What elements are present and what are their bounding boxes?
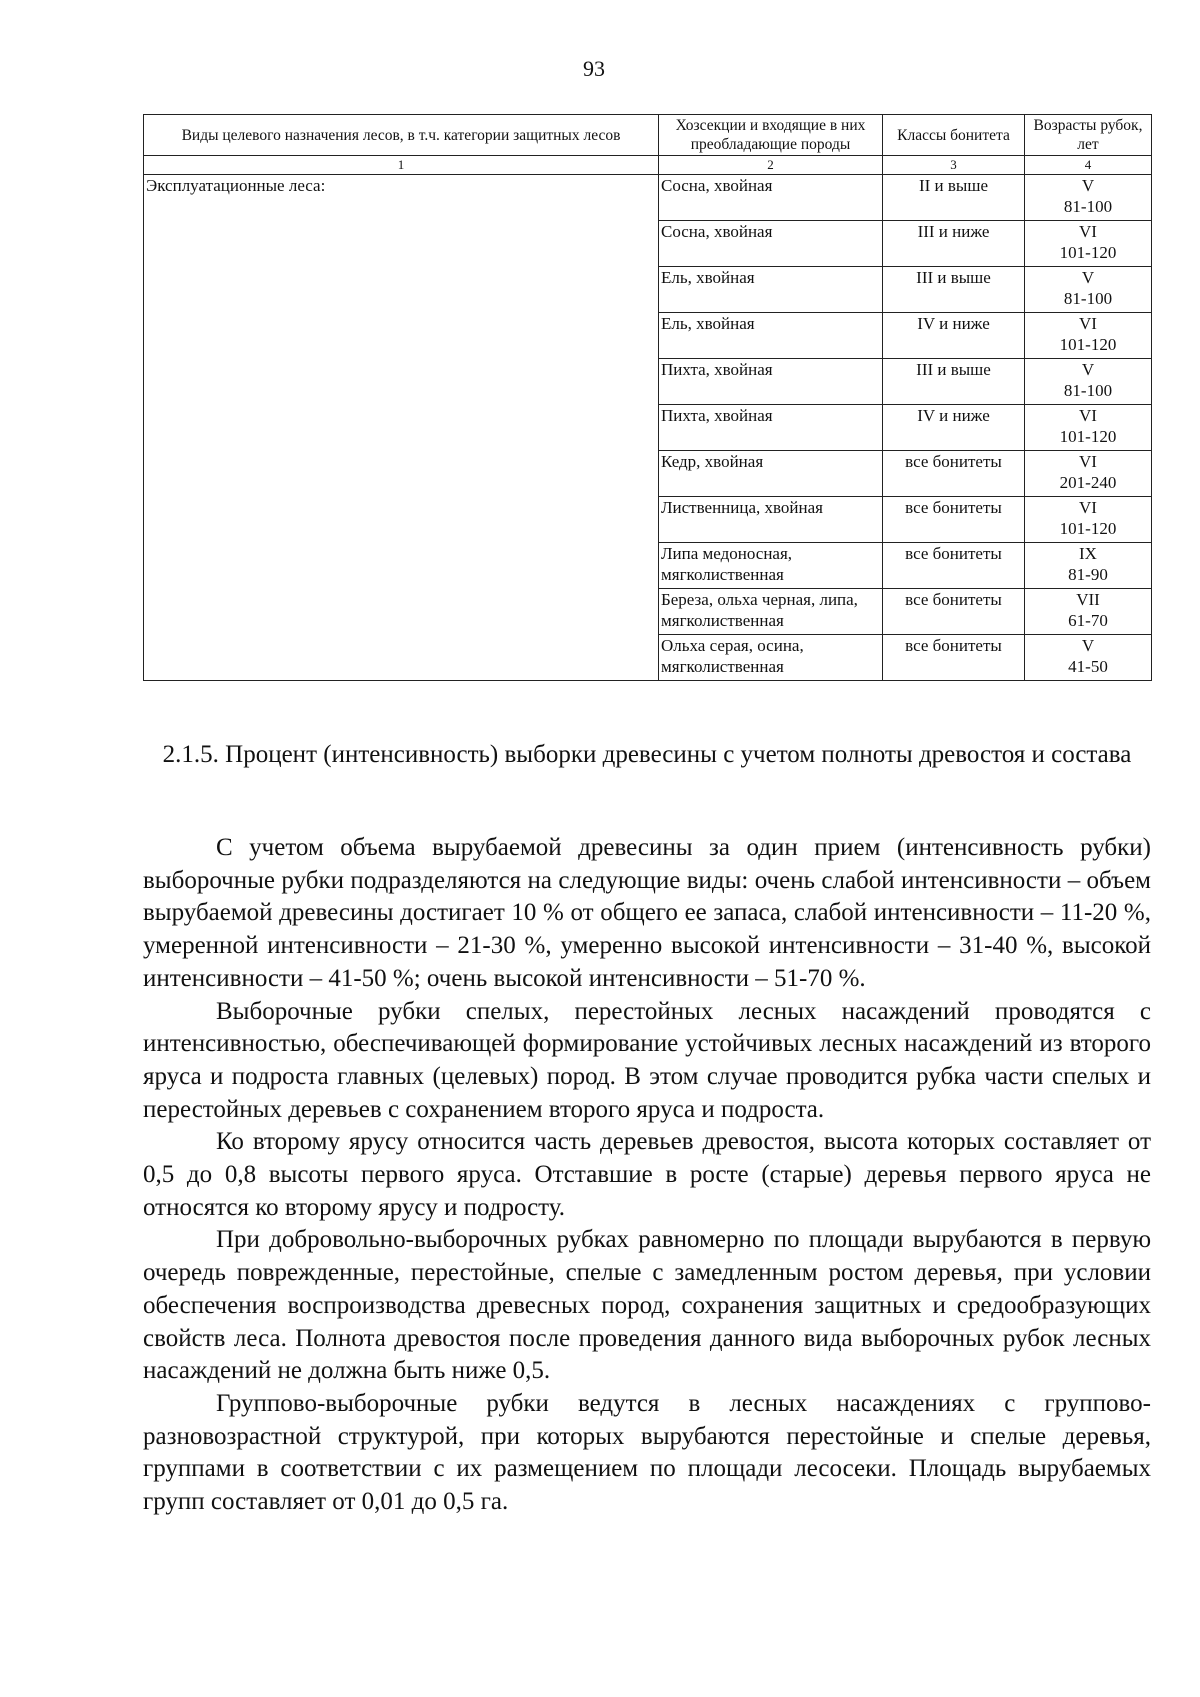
species-cell: Ольха серая, осина, мягколиственная <box>659 635 883 681</box>
bonitet-cell: II и выше <box>883 175 1025 221</box>
age-cell <box>1025 543 1152 589</box>
age-class: V <box>1081 636 1095 655</box>
cutting-age-table <box>143 114 1152 681</box>
body-text <box>143 832 1151 1519</box>
paragraph: Ко второму ярусу относится часть деревьев древостоя, высота которых составляет от 0,5 до 0,8 высоты первого яруса. Отставшие в росте (старые) деревья первого яруса не относятся ко второму ярусу и подросту. <box>143 1128 1151 1221</box>
column-header-sections: Хозсекции и входящие в них преобладающие породы <box>659 115 883 156</box>
table-row <box>144 175 1152 221</box>
species-cell: Пихта, хвойная <box>659 405 883 451</box>
age-range: 101-120 <box>1059 519 1117 538</box>
section-title: 2.1.5. Процент (интенсивность) выборки древесины с учетом полноты древостоя и состава <box>162 741 1132 768</box>
species-cell: Ель, хвойная <box>659 313 883 359</box>
column-number: 3 <box>883 156 1025 175</box>
age-class: VI <box>1079 314 1097 333</box>
species-cell: Ель, хвойная <box>659 267 883 313</box>
paragraph: Группово-выборочные рубки ведутся в лесных насаждениях с группово-разновозрастной структурой, при которых вырубаются перестойные и спелые деревья, группами в соответствии с их размещением по площади лесосеки. Площадь вырубаемых групп составляет от 0,01 до 0,5 га. <box>143 1389 1151 1516</box>
bonitet-cell: все бонитеты <box>883 589 1025 635</box>
age-class: VII <box>1076 590 1100 609</box>
species-cell: Пихта, хвойная <box>659 359 883 405</box>
column-header-bonitet: Классы бонитета <box>883 115 1025 156</box>
paragraph: С учетом объема вырубаемой древесины за один прием (интенсивность рубки) выборочные рубки подразделяются на следующие виды: очень слабой интенсивности – объем вырубаемой древесины достигает 10 % от общего ее запаса, слабой интенсивности – 11-20 %, умеренной интенсивности – 21-30 %, умеренно высокой интенсивности – 31-40 %, высокой интенсивности – 41-50 %; очень высокой интенсивности – 51-70 %. <box>143 834 1151 992</box>
age-class: V <box>1081 268 1095 287</box>
age-cell <box>1025 405 1152 451</box>
age-range: 41-50 <box>1068 657 1108 676</box>
bonitet-cell: III и выше <box>883 359 1025 405</box>
column-number-row <box>144 156 1152 175</box>
bonitet-cell: все бонитеты <box>883 451 1025 497</box>
age-cell <box>1025 451 1152 497</box>
species-cell: Сосна, хвойная <box>659 221 883 267</box>
paragraph: При добровольно-выборочных рубках равномерно по площади вырубаются в первую очередь поврежденные, перестойные, спелые с замедленным ростом деревья, при условии обеспечения воспроизводства древесных пород, сохранения защитных и средообразующих свойств леса. Полнота древостоя после проведения данного вида выборочных рубок лесных насаждений не должна быть ниже 0,5. <box>143 1226 1151 1385</box>
column-header-age: Возрасты рубок, лет <box>1025 115 1152 156</box>
age-class: VI <box>1079 222 1097 241</box>
column-header-purpose: Виды целевого назначения лесов, в т.ч. категории защитных лесов <box>144 115 659 156</box>
age-class: VI <box>1079 406 1097 425</box>
age-range: 81-100 <box>1063 289 1113 308</box>
bonitet-cell: все бонитеты <box>883 635 1025 681</box>
age-range: 81-90 <box>1068 565 1108 584</box>
age-range: 61-70 <box>1068 611 1108 630</box>
age-cell <box>1025 635 1152 681</box>
age-cell <box>1025 221 1152 267</box>
age-cell <box>1025 497 1152 543</box>
bonitet-cell: IV и ниже <box>883 313 1025 359</box>
column-number: 4 <box>1025 156 1152 175</box>
page-number: 93 <box>583 56 605 81</box>
age-class: V <box>1081 360 1095 379</box>
age-class: IX <box>1079 544 1097 563</box>
species-cell: Кедр, хвойная <box>659 451 883 497</box>
age-cell <box>1025 359 1152 405</box>
bonitet-cell: все бонитеты <box>883 543 1025 589</box>
bonitet-cell: III и ниже <box>883 221 1025 267</box>
bonitet-cell: IV и ниже <box>883 405 1025 451</box>
age-cell <box>1025 175 1152 221</box>
age-range: 101-120 <box>1059 243 1117 262</box>
bonitet-cell: все бонитеты <box>883 497 1025 543</box>
species-cell: Лиственница, хвойная <box>659 497 883 543</box>
age-class: V <box>1081 176 1095 195</box>
age-range: 81-100 <box>1063 197 1113 216</box>
column-number: 2 <box>659 156 883 175</box>
bonitet-cell: III и выше <box>883 267 1025 313</box>
age-class: VI <box>1079 498 1097 517</box>
column-number: 1 <box>144 156 659 175</box>
category-cell: Эксплуатационные леса: <box>144 175 659 681</box>
age-cell <box>1025 267 1152 313</box>
age-range: 101-120 <box>1059 335 1117 354</box>
age-cell <box>1025 313 1152 359</box>
species-cell: Сосна, хвойная <box>659 175 883 221</box>
species-cell: Липа медоносная, мягколиственная <box>659 543 883 589</box>
table-header-row <box>144 115 1152 156</box>
age-range: 101-120 <box>1059 427 1117 446</box>
paragraph: Выборочные рубки спелых, перестойных лесных насаждений проводятся с интенсивностью, обеспечивающей формирование устойчивых лесных насаждений из второго яруса и подроста главных (целевых) пород. В этом случае проводится рубка части спелых и перестойных деревьев с сохранением второго яруса и подроста. <box>143 997 1151 1123</box>
age-range: 81-100 <box>1063 381 1113 400</box>
age-cell <box>1025 589 1152 635</box>
species-cell: Береза, ольха черная, липа, мягколиственная <box>659 589 883 635</box>
age-range: 201-240 <box>1059 473 1117 492</box>
age-class: VI <box>1079 452 1097 471</box>
